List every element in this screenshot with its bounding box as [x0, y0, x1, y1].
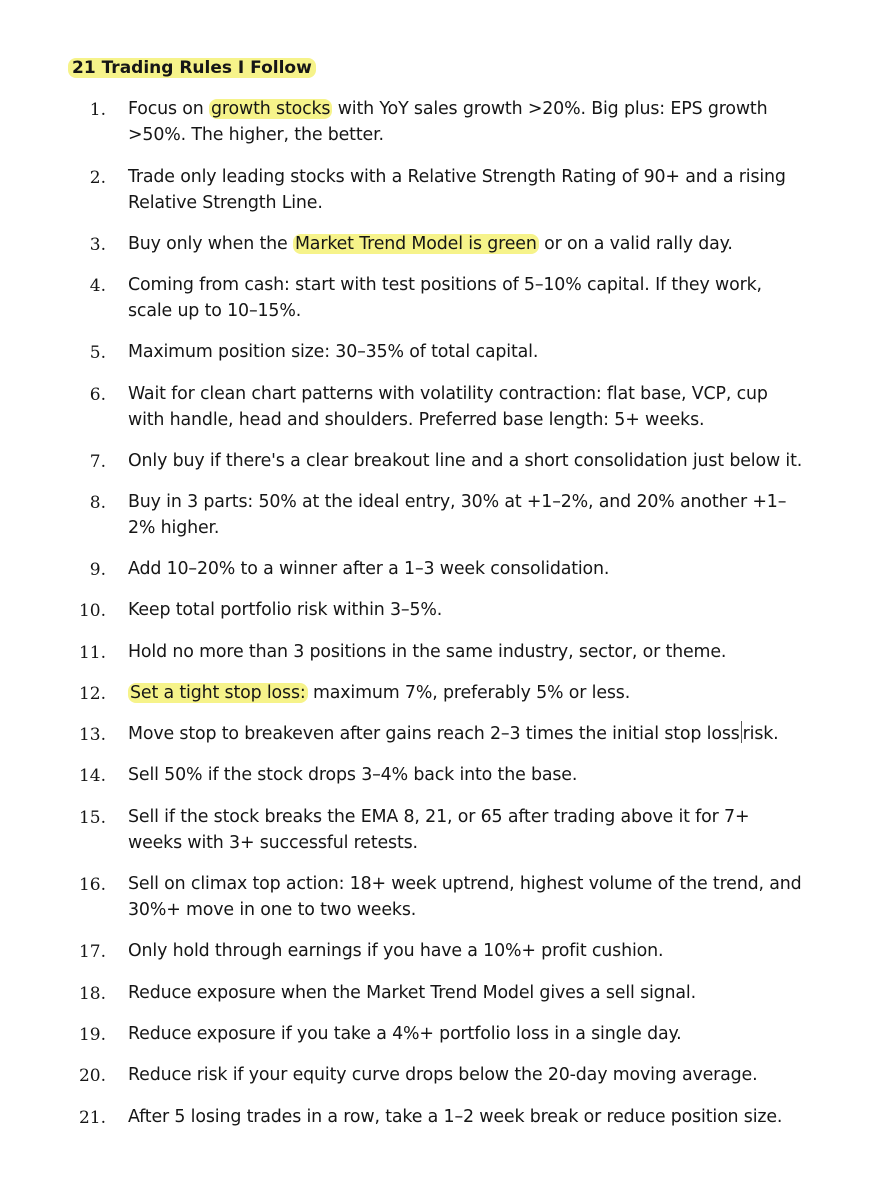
rule-number: 4.: [89, 276, 106, 296]
rule-text: Coming from cash: start with test positions of 5–10% capital. If they work, scale up to 10–15%.: [128, 275, 762, 321]
rule-number: 7.: [89, 452, 106, 472]
rule-text: [128, 231, 808, 257]
rule-number: 2.: [89, 168, 106, 188]
rule-text: Hold no more than 3 positions in the same industry, sector, or theme.: [128, 642, 727, 662]
rule-number: 5.: [89, 343, 106, 363]
rule-highlight: growth stocks: [211, 99, 331, 119]
rule-text: Reduce exposure when the Market Trend Model gives a sell signal.: [128, 983, 696, 1003]
rule-text-pre: Focus on: [128, 99, 210, 119]
rule-text: Keep total portfolio risk within 3–5%.: [128, 600, 443, 620]
rule-text: Reduce exposure if you take a 4%+ portfolio loss in a single day.: [128, 1024, 682, 1044]
rule-number: 11.: [78, 643, 106, 663]
rule-number: 16.: [78, 875, 106, 895]
rule-text-post: risk.: [742, 724, 779, 744]
rule-number: 18.: [78, 984, 106, 1004]
rule-text: Sell if the stock breaks the EMA 8, 21, or 65 after trading above it for 7+ weeks with 3+ successful retests.: [128, 807, 750, 853]
rule-text: [128, 96, 808, 148]
rule-number: 12.: [78, 684, 106, 704]
rule-highlight: Set a tight stop loss:: [130, 683, 306, 703]
document-title: [68, 56, 316, 80]
rule-text: After 5 losing trades in a row, take a 1–2 week break or reduce position size.: [128, 1107, 783, 1127]
rule-number: 9.: [89, 560, 106, 580]
rule-text: Maximum position size: 30–35% of total capital.: [128, 342, 539, 362]
rule-number: 13.: [78, 725, 106, 745]
rule-text-pre: Move stop to breakeven after gains reach 2–3 times the initial stop loss: [128, 724, 740, 744]
rule-text: Sell on climax top action: 18+ week uptrend, highest volume of the trend, and 30%+ move in one to two weeks.: [128, 874, 802, 920]
rule-number: 14.: [78, 766, 106, 786]
rule-text: Only buy if there's a clear breakout line and a short consolidation just below it.: [128, 451, 803, 471]
rule-text: Sell 50% if the stock drops 3–4% back into the base.: [128, 765, 578, 785]
rule-text: Trade only leading stocks with a Relative Strength Rating of 90+ and a rising Relative Strength Line.: [128, 167, 786, 213]
text-cursor: [741, 721, 742, 743]
rule-number: 10.: [78, 601, 106, 621]
rule-text-pre: Buy only when the: [128, 234, 293, 254]
rule-number: 17.: [78, 942, 106, 962]
rule-text: Wait for clean chart patterns with volatility contraction: flat base, VCP, cup with handle, head and shoulders. Preferred base length: 5+ weeks.: [128, 384, 768, 430]
rule-number: 21.: [78, 1108, 106, 1128]
rule-text: [128, 721, 808, 747]
rule-number: 1.: [89, 100, 106, 120]
rule-number: 19.: [78, 1025, 106, 1045]
rule-text: Buy in 3 parts: 50% at the ideal entry, 30% at +1–2%, and 20% another +1–2% higher.: [128, 492, 787, 538]
title-highlight: 21 Trading Rules I Follow: [68, 58, 316, 78]
rule-text-post: or on a valid rally day.: [538, 234, 733, 254]
rule-text: [128, 680, 808, 706]
rule-text-post: maximum 7%, preferably 5% or less.: [307, 683, 631, 703]
rule-number: 15.: [78, 808, 106, 828]
rule-number: 8.: [89, 493, 106, 513]
rule-text: Add 10–20% to a winner after a 1–3 week consolidation.: [128, 559, 610, 579]
rule-text: Only hold through earnings if you have a 10%+ profit cushion.: [128, 941, 664, 961]
rule-number: 20.: [78, 1066, 106, 1086]
rule-text-post: with YoY sales growth >20%. Big plus: EPS growth >50%. The higher, the better.: [128, 99, 768, 145]
rule-text: Reduce risk if your equity curve drops below the 20-day moving average.: [128, 1065, 758, 1085]
rule-number: 3.: [89, 235, 106, 255]
rule-highlight: Market Trend Model is green: [294, 234, 537, 254]
rule-number: 6.: [89, 385, 106, 405]
